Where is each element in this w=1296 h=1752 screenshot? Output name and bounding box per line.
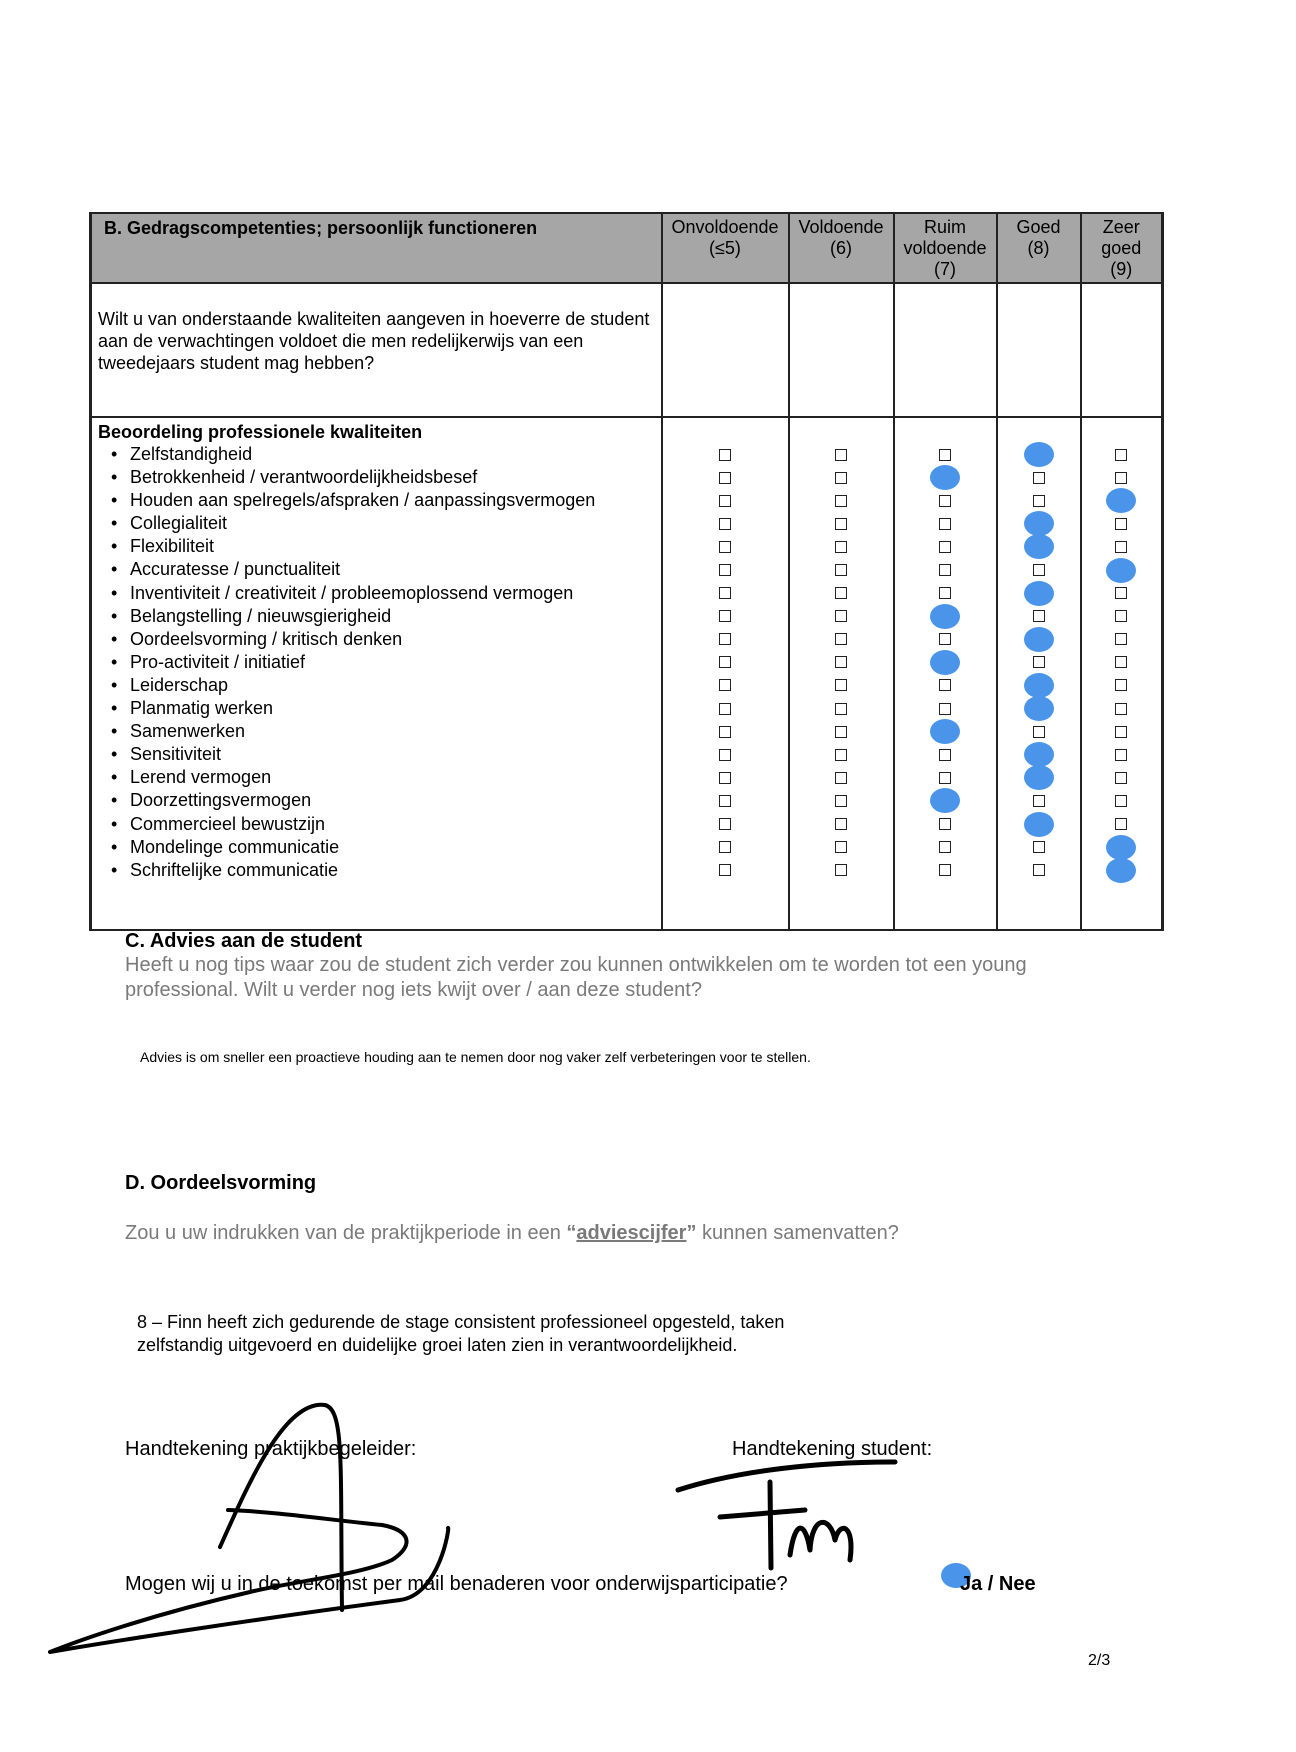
section-d-title: D. Oordeelsvorming [125,1172,317,1194]
ja-nee-options[interactable]: Ja / Nee [960,1573,1036,1595]
contact-question: Mogen wij u in de toekomst per mail benaderen voor onderwijsparticipatie? [125,1573,788,1595]
section-d-answer[interactable]: 8 – Finn heeft zich gedurende de stage consistent professioneel opgesteld, taken zelfstandig uitgevoerd en duidelijke groei laten zien in verantwoordelijkheid. [137,1312,785,1355]
quality-item: • Leiderschap [130,674,661,697]
quality-item: • Betrokkenheid / verantwoordelijkheidsbesef [130,466,661,489]
quality-item: • Accuratesse / punctualiteit [130,558,661,581]
quality-item: • Planmatig werken [130,697,661,720]
supervisor-signature-icon [50,1405,448,1652]
page-number: 2/3 [1088,1652,1111,1669]
column-header-ruim-voldoende: Ruim voldoende (7) [894,213,997,283]
quality-item: • Collegialiteit [130,512,661,535]
quality-item: • Doorzettingsvermogen [130,789,661,812]
quality-item: • Schriftelijke communicatie [130,859,661,882]
quality-item: • Lerend vermogen [130,766,661,789]
student-signature-label: Handtekening student: [732,1438,933,1460]
quality-item: • Houden aan spelregels/afspraken / aanpassingsvermogen [130,489,661,512]
quality-item: • Oordeelsvorming / kritisch denken [130,628,661,651]
column-header-goed: Goed (8) [997,213,1081,283]
quality-item: • Pro-activiteit / initiatief [130,651,661,674]
quality-item: • Belangstelling / nieuwsgierigheid [130,605,661,628]
quality-item: • Flexibiliteit [130,535,661,558]
quality-item: • Sensitiviteit [130,743,661,766]
quality-item: • Zelfstandigheid [130,443,661,466]
quality-item: • Commercieel bewustzijn [130,813,661,836]
section-c-answer[interactable]: Advies is om sneller een proactieve houding aan te nemen door nog vaker zelf verbeteringen voor te stellen. [140,1049,811,1065]
adviescijfer-keyword: adviescijfer [576,1222,687,1244]
column-header-onvoldoende: Onvoldoende (≤5) [662,213,789,283]
quality-item: • Samenwerken [130,720,661,743]
section-c-title: C. Advies aan de student [125,930,363,952]
intro-question: Wilt u van onderstaande kwaliteiten aangeven in hoeverre de student aan de verwachtingen voldoet die men redelijkerwijs van een tweedejaars student mag hebben? [91,283,662,417]
column-header-zeer-goed: Zeer goed (9) [1081,213,1163,283]
supervisor-signature-label: Handtekening praktijkbegeleider: [125,1438,417,1460]
items-title: Beoordeling professionele kwaliteiten [98,422,423,442]
section-c-question: Heeft u nog tips waar zou de student zich verder zou kunnen ontwikkelen om te worden tot een young professional. Wilt u verder nog iets kwijt over / aan deze student? [125,954,1027,1001]
student-signature-icon [678,1462,895,1568]
column-header-voldoende: Voldoende (6) [789,213,894,283]
quality-item: • Inventiviteit / creativiteit / probleemoplossend vermogen [130,582,661,605]
section-d-question: Zou u uw indrukken van de praktijkperiode in een “adviescijfer” kunnen samenvatten? [125,1222,899,1244]
section-b-title: B. Gedragscompetenties; persoonlijk functioneren [91,213,662,283]
quality-item: • Mondelinge communicatie [130,836,661,859]
